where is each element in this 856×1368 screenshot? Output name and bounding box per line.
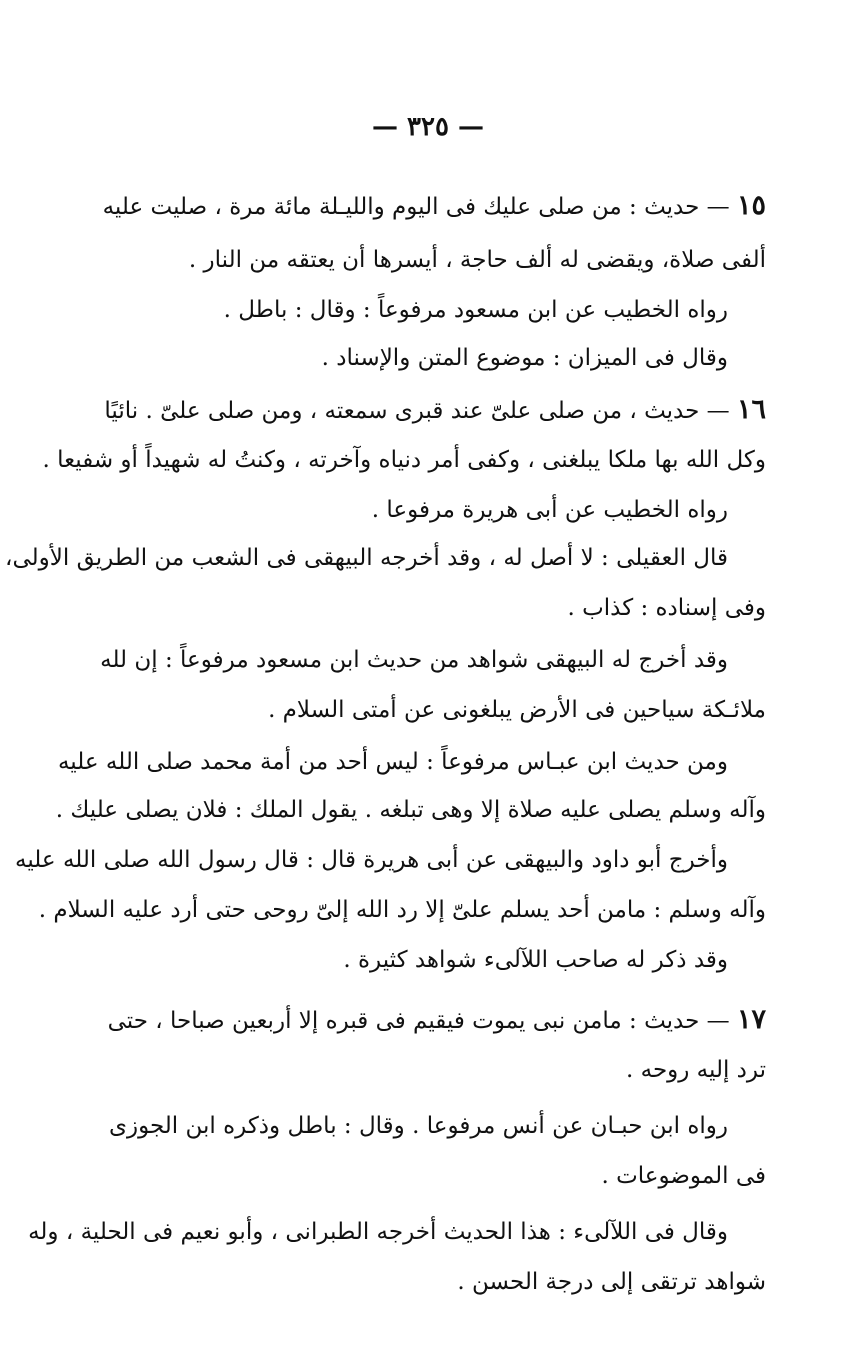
hadith-16-line-1 [104, 390, 766, 431]
text-line: شواهد ترتقى إلى درجة الحسن . [457, 1269, 766, 1295]
hadith-17-line-1 [107, 1000, 766, 1041]
text-line: وأخرج أبو داود والبيهقى عن أبى هريرة قال : قال رسول الله صلى الله عليه [15, 847, 728, 873]
text-line: ألفى صلاة، ويقضى له ألف حاجة ، أيسرها أن يعتقه من النار . [188, 247, 766, 273]
text-line: رواه ابن حبـان عن أنس مرفوعا . وقال : باطل وذكره ابن الجوزى [108, 1113, 728, 1139]
text-line: فى الموضوعات . [601, 1163, 766, 1189]
text-line: رواه الخطيب عن أبى هريرة مرفوعا . [371, 497, 728, 523]
text-line: وقد أخرج له البيهقى شواهد من حديث ابن مسعود مرفوعاً : إن لله [100, 647, 728, 673]
text-line: وكل الله بها ملكا يبلغنى ، وكفى أمر دنياه وآخرته ، وكنتُ له شهيداً أو شفيعا . [42, 447, 766, 473]
hadith-number: ١٥ [736, 190, 766, 221]
text-line: قال العقيلى : لا أصل له ، وقد أخرجه البيهقى فى الشعب من الطريق الأولى، [5, 545, 728, 571]
text-line: رواه الخطيب عن ابن مسعود مرفوعاً : وقال : باطل . [223, 297, 728, 323]
hadith-text: — حديث : مامن نبى يموت فيقيم فى قبره إلا أربعين صباحا ، حتى [107, 1008, 737, 1034]
page-number: — ٣٢٥ — [371, 112, 485, 142]
text-line: ملائـكة سياحين فى الأرض يبلغونى عن أمتى السلام . [268, 697, 766, 723]
hadith-text: — حديث : من صلى عليك فى اليوم والليـلة مائة مرة ، صليت عليه [102, 194, 737, 220]
text-line: وآله وسلم يصلى عليه صلاة إلا وهى تبلغه . يقول الملك : فلان يصلى عليك . [55, 797, 766, 823]
hadith-number: ١٧ [736, 1004, 766, 1035]
hadith-number: ١٦ [736, 394, 766, 425]
text-line: وفى إسناده : كذاب . [567, 595, 766, 621]
text-line: وقال فى اللآلىء : هذا الحديث أخرجه الطبرانى ، وأبو نعيم فى الحلية ، وله [28, 1219, 728, 1245]
text-line: ومن حديث ابن عبـاس مرفوعاً : ليس أحد من أمة محمد صلى الله عليه [57, 749, 728, 775]
text-line: وقال فى الميزان : موضوع المتن والإسناد . [321, 345, 728, 371]
hadith-text: — حديث ، من صلى علىّ عند قبرى سمعته ، ومن صلى علىّ . نائيًا [104, 398, 737, 424]
text-line: ترد إليه روحه . [625, 1057, 766, 1083]
hadith-15-line-1 [102, 186, 766, 227]
text-line: وقد ذكر له صاحب اللآلىء شواهد كثيرة . [343, 947, 728, 973]
text-line: وآله وسلم : مامن أحد يسلم علىّ إلا رد الله إلىّ روحى حتى أرد عليه السلام . [38, 897, 766, 923]
